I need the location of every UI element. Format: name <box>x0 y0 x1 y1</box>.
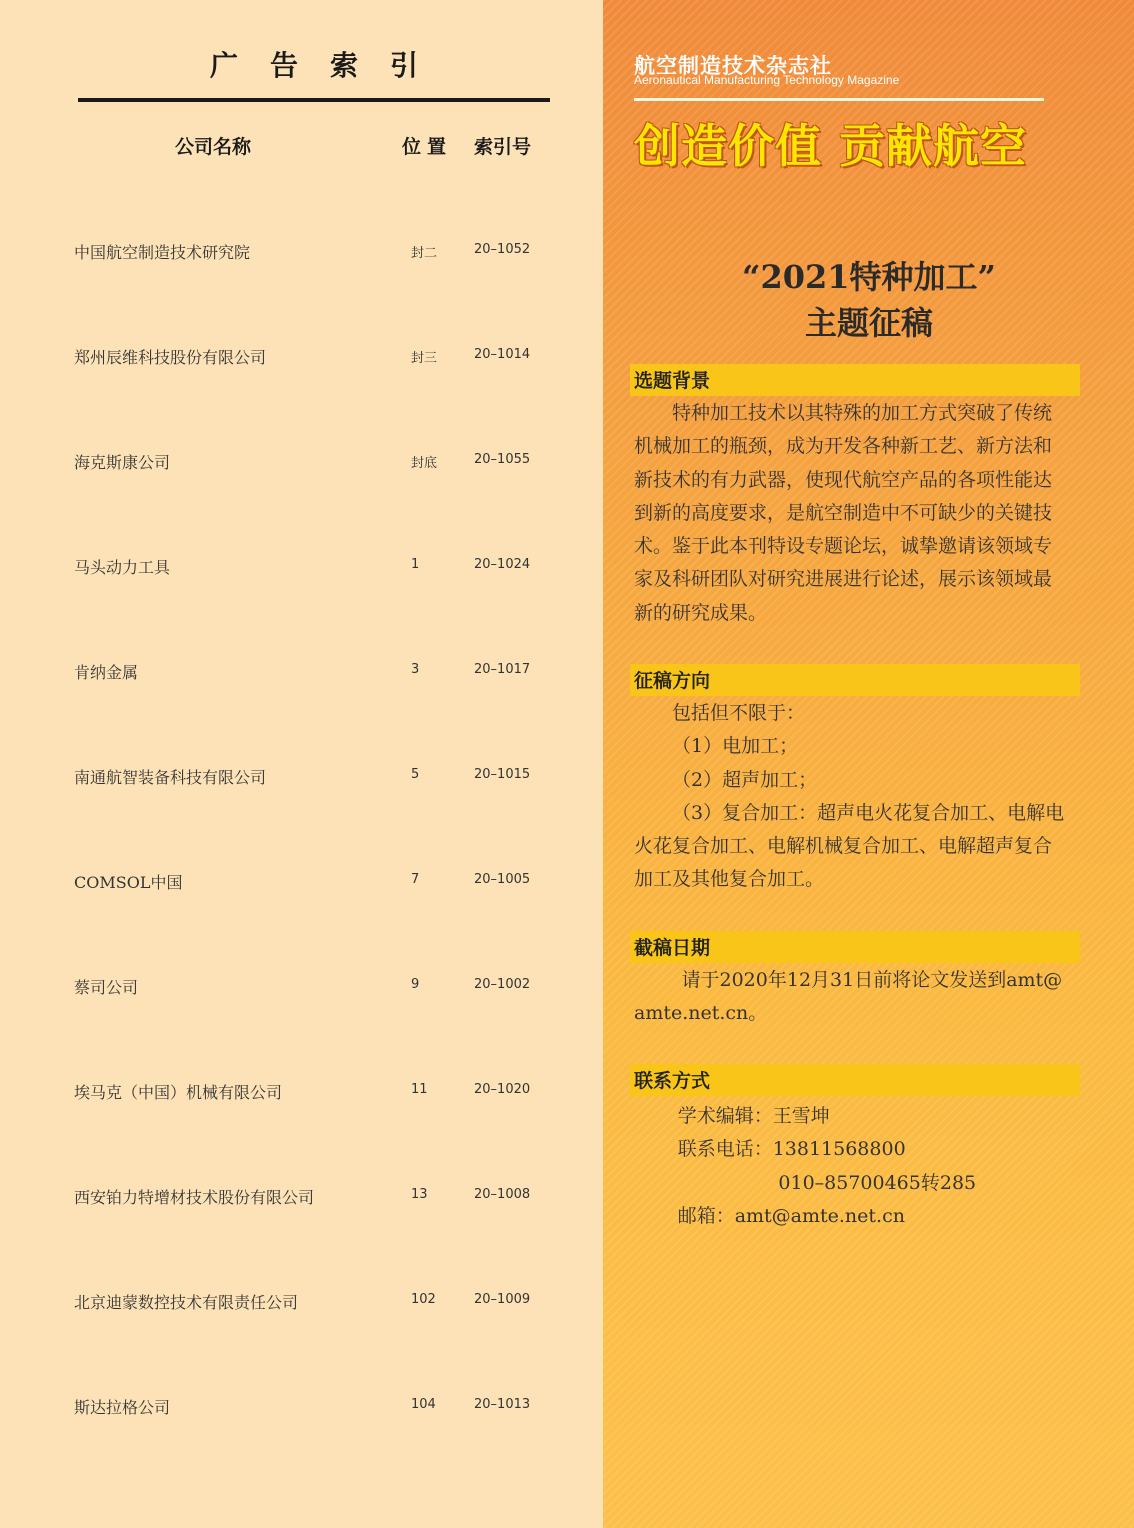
paragraph-line: 包括但不限于： <box>672 702 806 724</box>
company-name: 埃马克（中国）机械有限公司 <box>74 1083 283 1102</box>
magazine-name-cn: 航空制造技术杂志社 <box>634 54 832 78</box>
paragraph-line: 加工及其他复合加工。 <box>634 868 825 891</box>
ad-position: 封底 <box>411 456 438 471</box>
table-row <box>0 765 603 789</box>
section-heading-direction: 征稿方向 <box>630 664 1080 696</box>
company-name: 郑州辰维科技股份有限公司 <box>74 348 267 367</box>
ad-position: 1 <box>411 557 420 572</box>
ad-index-no: 20–1015 <box>474 767 531 782</box>
company-name: 北京迪蒙数控技术有限责任公司 <box>74 1293 299 1312</box>
company-name: COMSOL中国 <box>74 873 183 892</box>
paragraph-line: 特种加工技术以其特殊的加工方式突破了传统 <box>672 402 1053 424</box>
column-header-index-no: 索引号 <box>474 136 532 158</box>
company-name: 斯达拉格公司 <box>74 1398 171 1417</box>
ad-position: 封二 <box>411 246 438 261</box>
cfp-title-line2: 主题征稿 <box>804 304 933 342</box>
contact-editor: 学术编辑：王雪坤 <box>677 1105 830 1127</box>
ad-index-no: 20–1055 <box>474 452 531 467</box>
table-row <box>0 1290 603 1314</box>
paragraph-line: 机械加工的瓶颈，成为开发各种新工艺、新方法和 <box>634 435 1053 458</box>
contact-phone-alt: 010–85700465转285 <box>778 1171 977 1194</box>
ad-index-title: 广告索引 <box>209 49 450 82</box>
ad-position: 3 <box>411 662 420 677</box>
table-row <box>0 555 603 579</box>
table-row <box>0 345 603 369</box>
table-row <box>0 1185 603 1209</box>
ad-index-no: 20–1017 <box>474 662 531 677</box>
paragraph-line: 新的研究成果。 <box>634 601 768 624</box>
deadline-paragraph <box>634 964 1084 1031</box>
section-heading-contact: 联系方式 <box>630 1064 1080 1096</box>
company-name: 肯纳金属 <box>74 663 139 682</box>
background-paragraph <box>634 397 1084 630</box>
column-header-company: 公司名称 <box>175 136 252 158</box>
column-header-position: 位置 <box>402 136 453 158</box>
ad-index-no: 20–1024 <box>474 557 531 572</box>
paragraph-line: （3）复合加工：超声电火花复合加工、电解电 <box>672 801 1065 824</box>
ad-index-no: 20–1013 <box>474 1397 531 1412</box>
paragraph-line: 火花复合加工、电解机械复合加工、电解超声复合 <box>634 835 1053 858</box>
paragraph-line: （1）电加工； <box>672 735 799 758</box>
ad-index-no: 20–1008 <box>474 1187 531 1202</box>
ad-position: 封三 <box>411 351 438 366</box>
ad-position: 102 <box>411 1292 436 1307</box>
ad-index-no: 20–1020 <box>474 1082 531 1097</box>
ad-position: 7 <box>411 872 420 887</box>
ad-index-no: 20–1002 <box>474 977 531 992</box>
paragraph-line: amte.net.cn。 <box>634 1002 768 1025</box>
company-name: 马头动力工具 <box>74 558 171 577</box>
table-row <box>0 240 603 264</box>
slogan: 创造价值 贡献航空 <box>634 119 1028 173</box>
company-name: 海克斯康公司 <box>74 453 171 472</box>
ad-index-no: 20–1014 <box>474 347 531 362</box>
table-row <box>0 870 603 894</box>
cfp-title <box>634 254 1104 346</box>
company-name: 西安铂力特增材技术股份有限公司 <box>74 1188 315 1207</box>
contact-phone: 联系电话：13811568800 <box>677 1138 906 1161</box>
ad-position: 11 <box>411 1082 428 1097</box>
direction-paragraph <box>634 697 1084 897</box>
table-row <box>0 975 603 999</box>
ad-position: 9 <box>411 977 420 992</box>
cfp-title-line1: “2021特种加工” <box>742 258 996 296</box>
ad-position: 13 <box>411 1187 428 1202</box>
section-heading-background: 选题背景 <box>630 364 1080 396</box>
ad-position: 5 <box>411 767 420 782</box>
ad-index-no: 20–1005 <box>474 872 531 887</box>
company-name: 中国航空制造技术研究院 <box>74 243 251 262</box>
contact-block <box>634 1100 1084 1233</box>
paragraph-line: 请于2020年12月31日前将论文发送到amt@ <box>681 969 1063 991</box>
table-row <box>0 660 603 684</box>
paragraph-line: 到新的高度要求，是航空制造中不可缺少的关键技 <box>634 501 1053 524</box>
magazine-divider <box>634 98 1044 101</box>
table-row <box>0 450 603 474</box>
company-name: 蔡司公司 <box>74 978 139 997</box>
table-row <box>0 1395 603 1419</box>
paragraph-line: 术。鉴于此本刊特设专题论坛，诚挚邀请该领域专 <box>634 535 1053 558</box>
paragraph-line: （2）超声加工； <box>672 768 818 791</box>
paragraph-line: 家及科研团队对研究进展进行论述，展示该领域最 <box>634 568 1053 591</box>
contact-email: 邮箱：amt@amte.net.cn <box>677 1204 905 1227</box>
section-heading-deadline: 截稿日期 <box>630 931 1080 963</box>
ad-index-no: 20–1009 <box>474 1292 531 1307</box>
call-for-papers-panel <box>603 0 1134 1528</box>
ad-position: 104 <box>411 1397 436 1412</box>
table-row <box>0 1080 603 1104</box>
company-name: 南通航智装备科技有限公司 <box>74 768 267 787</box>
ad-index-no: 20–1052 <box>474 242 531 257</box>
magazine-name-en: Aeronautical Manufacturing Technology Magazine <box>634 73 900 87</box>
paragraph-line: 新技术的有力武器，使现代航空产品的各项性能达 <box>634 468 1053 491</box>
title-divider <box>78 98 550 102</box>
